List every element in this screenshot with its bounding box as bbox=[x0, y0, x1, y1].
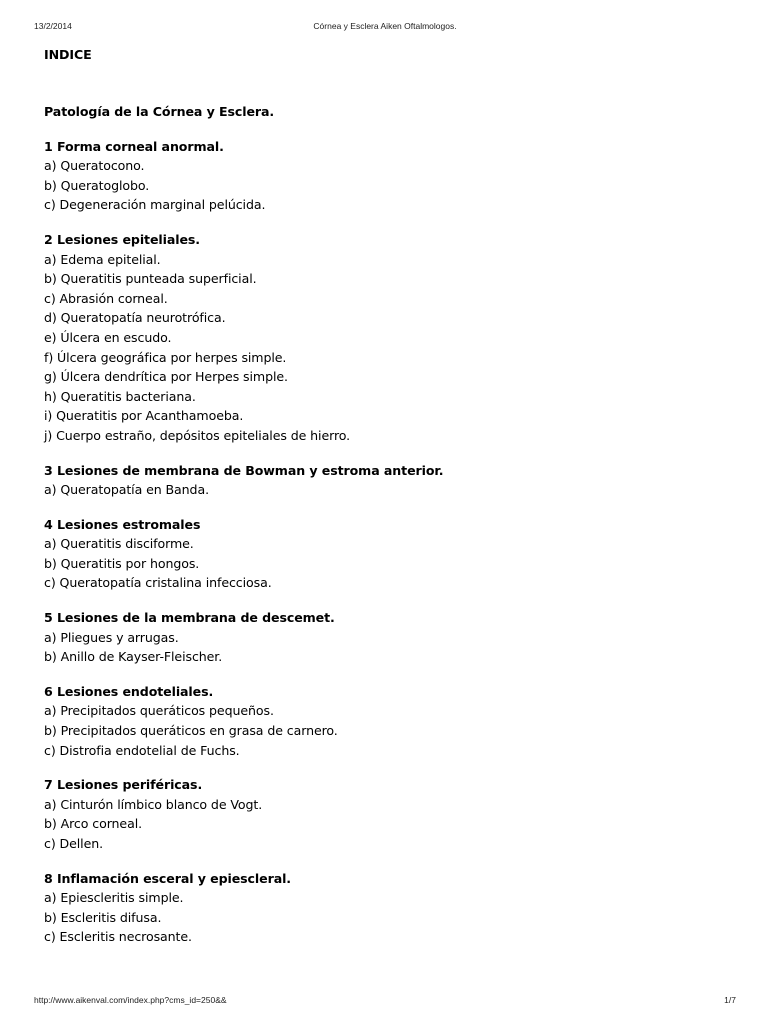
list-item: c) Queratopatía cristalina infecciosa. bbox=[44, 575, 272, 591]
section-membrana-bowman bbox=[44, 461, 734, 500]
list-item: j) Cuerpo estraño, depósitos epiteliales de hierro. bbox=[44, 427, 351, 443]
print-header bbox=[34, 20, 736, 32]
list-item: a) Cinturón límbico blanco de Vogt. bbox=[44, 796, 263, 812]
list-item: b) Queratitis punteada superficial. bbox=[44, 271, 257, 287]
list-item: a) Pliegues y arrugas. bbox=[44, 629, 179, 645]
print-date: 13/2/2014 bbox=[34, 21, 72, 31]
section-heading: 1 Forma corneal anormal. bbox=[44, 138, 224, 154]
index-title: INDICE bbox=[44, 47, 92, 62]
section-heading: 6 Lesiones endoteliales. bbox=[44, 683, 214, 699]
page-number: 1/7 bbox=[724, 995, 736, 1005]
section-lesiones-epiteliales bbox=[44, 230, 734, 446]
section-lesiones-estromales bbox=[44, 515, 734, 593]
list-item: b) Arco corneal. bbox=[44, 816, 142, 832]
list-item: b) Queratoglobo. bbox=[44, 177, 150, 193]
list-item: d) Queratopatía neurotrófica. bbox=[44, 310, 226, 326]
list-item: h) Queratitis bacteriana. bbox=[44, 388, 196, 404]
section-heading: 4 Lesiones estromales bbox=[44, 516, 201, 532]
list-item: a) Precipitados queráticos pequeños. bbox=[44, 703, 274, 719]
list-item: b) Queratitis por hongos. bbox=[44, 555, 200, 571]
list-item: c) Abrasión corneal. bbox=[44, 290, 168, 306]
list-item: a) Queratopatía en Banda. bbox=[44, 482, 209, 498]
list-item: c) Distrofia endotelial de Fuchs. bbox=[44, 742, 240, 758]
list-item: g) Úlcera dendrítica por Herpes simple. bbox=[44, 369, 288, 385]
section-heading: 2 Lesiones epiteliales. bbox=[44, 231, 200, 247]
list-item: a) Edema epitelial. bbox=[44, 251, 161, 267]
document-title: Patología de la Córnea y Esclera. bbox=[44, 104, 275, 119]
list-item: a) Queratocono. bbox=[44, 158, 145, 174]
section-inflamacion-escleral bbox=[44, 869, 734, 947]
list-item: c) Escleritis necrosante. bbox=[44, 929, 192, 945]
list-item: b) Escleritis difusa. bbox=[44, 909, 162, 925]
document-body bbox=[44, 45, 734, 947]
section-heading: 7 Lesiones periféricas. bbox=[44, 777, 203, 793]
list-item: c) Dellen. bbox=[44, 836, 104, 851]
source-url-link[interactable]: http://www.aikenval.com/index.php?cms_id=250&& bbox=[34, 995, 227, 1005]
section-membrana-descemet bbox=[44, 608, 734, 667]
list-item: f) Úlcera geográfica por herpes simple. bbox=[44, 349, 287, 365]
print-page-title: Córnea y Esclera Aiken Oftalmologos. bbox=[313, 21, 457, 31]
section-lesiones-endoteliales bbox=[44, 682, 734, 760]
list-item: b) Precipitados queráticos en grasa de carnero. bbox=[44, 723, 338, 739]
list-item: c) Degeneración marginal pelúcida. bbox=[44, 197, 266, 213]
list-item: a) Epiescleritis simple. bbox=[44, 890, 184, 906]
section-heading: 8 Inflamación esceral y epiescleral. bbox=[44, 870, 291, 886]
section-heading: 3 Lesiones de membrana de Bowman y estroma anterior. bbox=[44, 462, 444, 478]
list-item: a) Queratitis disciforme. bbox=[44, 536, 194, 552]
list-item: b) Anillo de Kayser-Fleischer. bbox=[44, 649, 223, 665]
section-heading: 5 Lesiones de la membrana de descemet. bbox=[44, 610, 335, 626]
section-lesiones-perifericas bbox=[44, 775, 734, 853]
section-forma-corneal bbox=[44, 137, 734, 215]
list-item: i) Queratitis por Acanthamoeba. bbox=[44, 408, 244, 424]
list-item: e) Úlcera en escudo. bbox=[44, 329, 172, 345]
print-footer bbox=[34, 994, 736, 1006]
